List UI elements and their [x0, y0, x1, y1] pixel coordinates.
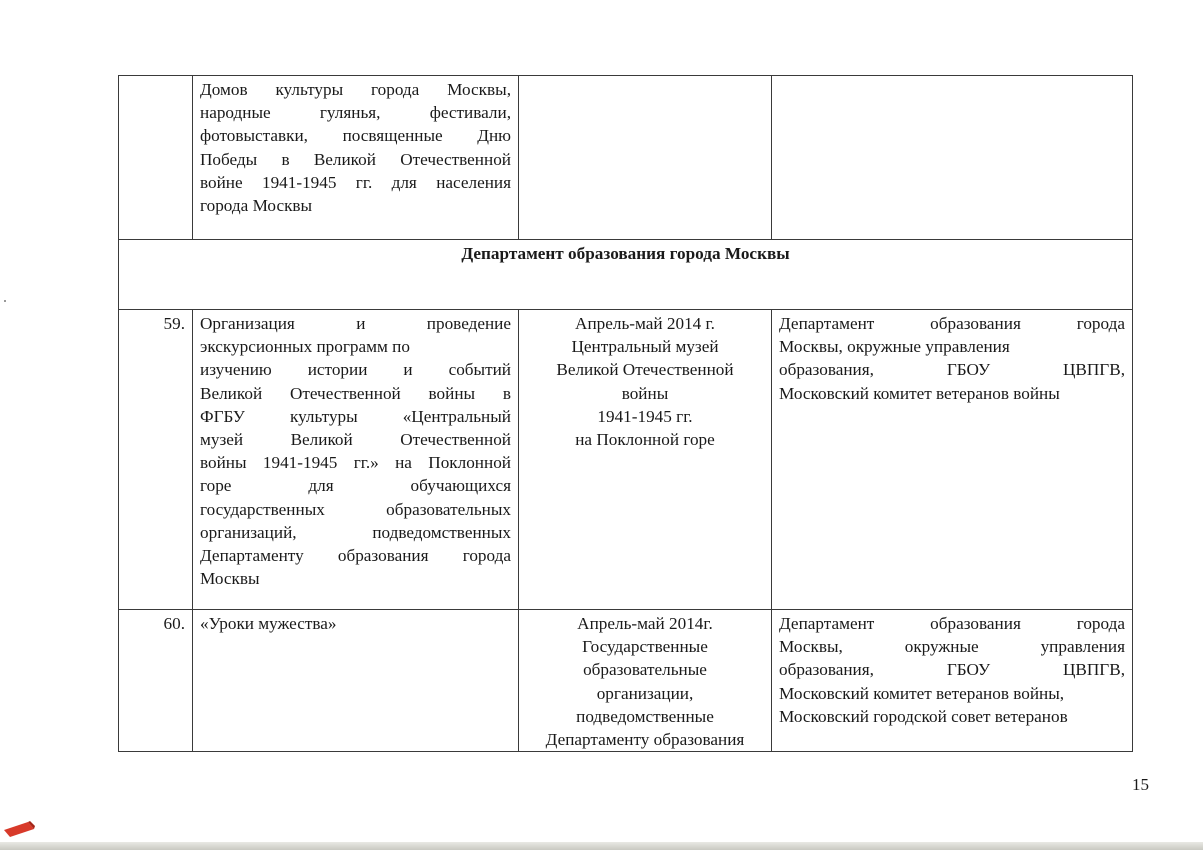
responsible-line: Московский комитет ветеранов войны [779, 383, 1060, 403]
section-row [119, 240, 1133, 310]
description-line: Москвы [200, 569, 260, 589]
description-line: войны 1941-1945 гг.» на Поклонной [200, 453, 511, 473]
description-line: ФГБУ культуры «Центральный [200, 406, 511, 426]
date-place-line: Великой Отечественной [556, 360, 734, 380]
description-line: экскурсионных программ по [200, 337, 410, 357]
date-place-line: Апрель-май 2014 г. [575, 314, 715, 333]
description-line: войне 1941-1945 гг. для населения [200, 172, 511, 192]
date-place-line: образовательные [583, 660, 707, 680]
date-place-cell [519, 76, 772, 240]
scanner-logo-icon [2, 820, 36, 838]
description-line: изучению истории и событий [200, 360, 511, 380]
page-edge [0, 842, 1203, 850]
date-place-cell [519, 310, 772, 610]
responsible-line: образования, ГБОУ ЦВПГВ, [779, 660, 1125, 680]
responsible-line: образования, ГБОУ ЦВПГВ, [779, 360, 1125, 380]
date-place-line: организации, [596, 683, 694, 703]
date-place-line: 1941-1945 гг. [597, 406, 693, 426]
section-heading: Департамент образования города Москвы [119, 240, 1133, 310]
scan-speck [4, 300, 6, 302]
responsible-line: Департамент образования города [779, 614, 1125, 633]
row-number-cell: 60. [119, 610, 193, 752]
responsible-line: Московский городской совет ветеранов [779, 706, 1068, 726]
date-place-line: войны [621, 383, 669, 403]
event-description-cell [193, 76, 519, 240]
responsible-cell [772, 76, 1133, 240]
row-number-cell [119, 76, 193, 240]
description-line: организаций, подведомственных [200, 522, 511, 542]
description-line: музей Великой Отечественной [200, 430, 511, 450]
date-place-cell [519, 610, 772, 752]
responsible-line: Москвы, окружные управления [779, 337, 1010, 357]
date-place-line: Департаменту образования [545, 730, 745, 750]
responsible-cell [772, 610, 1133, 752]
responsible-line: Московский комитет ветеранов войны, [779, 683, 1065, 703]
responsible-line: Москвы, окружные управления [779, 637, 1125, 657]
description-line: Великой Отечественной войны в [200, 383, 511, 403]
description-line: Домов культуры города Москвы, [200, 80, 511, 99]
table-row [119, 76, 1133, 240]
row-number-cell: 59. [119, 310, 193, 610]
responsible-line: Департамент образования города [779, 314, 1125, 333]
description-line: Департаменту образования города [200, 546, 511, 566]
date-place-line: Апрель-май 2014г. [577, 614, 713, 633]
description-line: государственных образовательных [200, 499, 511, 519]
description-line: «Уроки мужества» [200, 614, 337, 633]
date-place-line: Государственные [582, 637, 708, 657]
description-line: города Москвы [200, 196, 313, 216]
events-table [118, 75, 1133, 752]
date-place-line: на Поклонной горе [575, 430, 715, 450]
responsible-cell [772, 310, 1133, 610]
description-line: горе для обучающихся [200, 476, 511, 496]
description-line: народные гулянья, фестивали, [200, 103, 511, 123]
event-description-cell [193, 610, 519, 752]
date-place-line: Центральный музей [571, 337, 719, 357]
table-row [119, 610, 1133, 752]
description-line: Организация и проведение [200, 314, 511, 333]
description-line: фотовыставки, посвященные Дню [200, 126, 511, 146]
event-description-cell [193, 310, 519, 610]
table-row [119, 310, 1133, 610]
date-place-line: подведомственные [576, 706, 714, 726]
description-line: Победы в Великой Отечественной [200, 149, 511, 169]
page-number: 15 [1132, 775, 1149, 794]
